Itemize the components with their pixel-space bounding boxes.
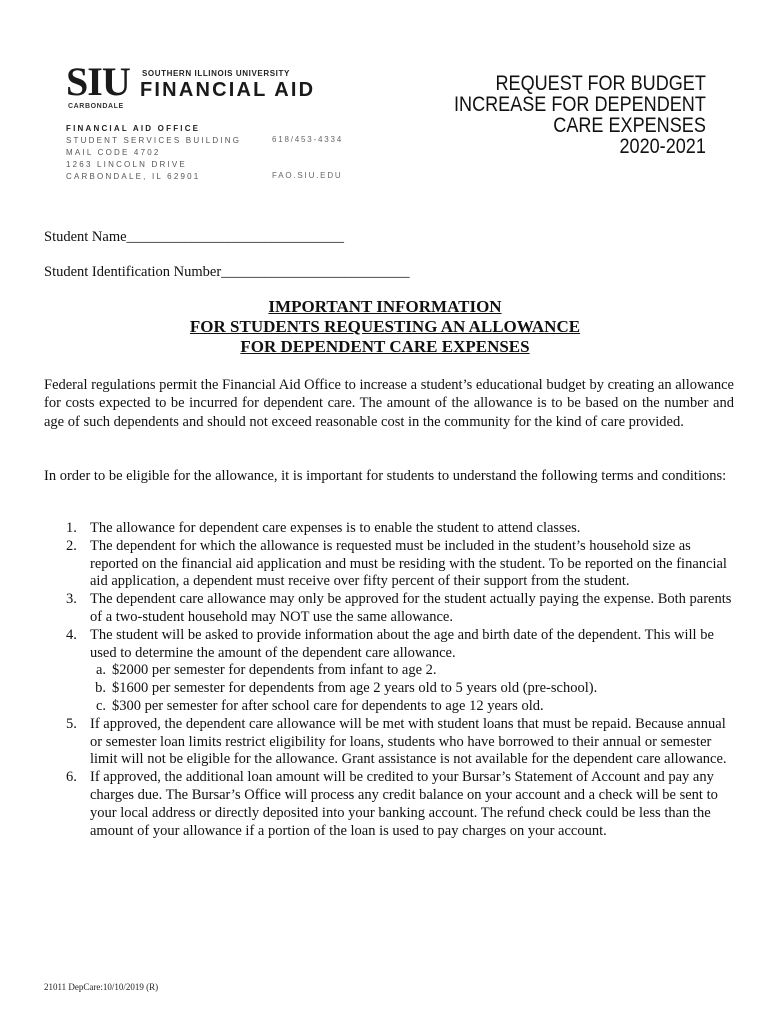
- list-item: [44, 591, 734, 627]
- form-footer-code: 21011 DepCare:10/10/2019 (R): [44, 982, 159, 992]
- list-item-number: 4.: [66, 626, 77, 643]
- allowance-item-text: $1600 per semester for dependents from age 2 years old to 5 years old (pre-school).: [112, 680, 598, 697]
- office-city: CARBONDALE, IL 62901: [66, 172, 201, 181]
- intro-paragraph: Federal regulations permit the Financial Aid Office to increase a student’s educational budget by creating an allowance for costs expected to be incurred for dependent care. The amount of the allowance is to be based on the number and age of such dependents and should not exceed reasonable cost in the community for the kind of care provided.: [44, 377, 734, 430]
- allowance-item: [44, 662, 734, 680]
- office-mail-code: MAIL CODE 4702: [66, 148, 161, 157]
- list-item-text: The dependent for which the allowance is requested must be included in the student’s household size as reported on the financial aid application and must be residing with the student. To be reported on the financial aid application, a dependent must receive over fifty percent of their support from the student.: [90, 537, 727, 590]
- office-street: 1263 LINCOLN DRIVE: [66, 160, 187, 169]
- form-title: [454, 73, 706, 157]
- allowance-item: [44, 680, 734, 698]
- list-item-number: 2.: [66, 537, 77, 554]
- list-item-text: The allowance for dependent care expenses is to enable the student to attend classes.: [90, 520, 581, 536]
- siu-logo-wordmark: SIU: [66, 59, 130, 104]
- allowance-item-letter: c.: [95, 697, 106, 714]
- section-heading: [0, 297, 770, 357]
- list-item: [44, 538, 734, 591]
- section-heading-line-3: FOR DEPENDENT CARE EXPENSES: [240, 337, 530, 356]
- logo-campus-name: CARBONDALE: [68, 103, 124, 110]
- list-item-number: 3.: [66, 591, 77, 608]
- office-name: FINANCIAL AID OFFICE: [66, 124, 201, 133]
- office-building: STUDENT SERVICES BUILDING: [66, 136, 242, 145]
- list-item-text: If approved, the additional loan amount will be credited to your Bursar’s Statement of Account and pay any charges due. The Bursar’s Office will process any credit balance on your account and a check will be sent to your local address or directly deposited into your banking account. The refund check could be less than the amount of your allowance if a portion of the loan is used to pay charges on your account.: [90, 769, 718, 839]
- form-title-year: 2020-2021: [619, 135, 706, 158]
- allowance-item-text: $2000 per semester for dependents from infant to age 2.: [112, 662, 437, 679]
- office-website: FAO.SIU.EDU: [272, 171, 343, 180]
- form-title-line-2: INCREASE FOR DEPENDENT: [454, 93, 706, 116]
- section-heading-line-2: FOR STUDENTS REQUESTING AN ALLOWANCE: [189, 317, 581, 336]
- student-id-field[interactable]: Student Identification Number__________________________: [44, 264, 410, 280]
- conditions-list: [44, 520, 734, 840]
- list-item: [44, 627, 734, 663]
- section-heading-line-1: IMPORTANT INFORMATION: [268, 297, 502, 316]
- allowance-item-letter: b.: [95, 680, 106, 697]
- logo-unit-name: FINANCIAL AID: [140, 79, 316, 101]
- student-name-field[interactable]: Student Name______________________________: [44, 229, 345, 245]
- list-item-number: 6.: [66, 769, 77, 786]
- form-title-line-3: CARE EXPENSES: [553, 114, 706, 137]
- list-item-text: The dependent care allowance may only be approved for the student actually paying the expense. Both parents of a two-student household may NOT use the same allowance.: [90, 591, 732, 625]
- list-item: [44, 520, 734, 538]
- allowance-item-letter: a.: [95, 662, 106, 679]
- list-item-number: 5.: [66, 715, 77, 732]
- allowance-item-text: $300 per semester for after school care for dependents to age 12 years old.: [112, 697, 544, 714]
- form-title-line-1: REQUEST FOR BUDGET: [495, 72, 706, 95]
- allowance-item: [44, 698, 734, 716]
- list-item: [44, 769, 734, 840]
- office-phone: 618/453-4334: [272, 135, 343, 144]
- list-item-number: 1.: [66, 520, 77, 536]
- eligibility-paragraph: In order to be eligible for the allowance, it is important for students to understand the following terms and conditions:: [44, 468, 727, 484]
- list-item-text: The student will be asked to provide information about the age and birth date of the dependent. This will be used to determine the amount of the dependent care allowance.: [90, 626, 714, 661]
- list-item-text: If approved, the dependent care allowance will be met with student loans that must be repaid. Because annual or semester loan limits restrict eligibility for loans, students who have borrowed to their annual or semester limit will not be eligible for the allowance. Grant assistance is not available for the dependent care allowance.: [90, 715, 727, 768]
- list-item: [44, 716, 734, 769]
- logo-university-name: SOUTHERN ILLINOIS UNIVERSITY: [142, 69, 290, 78]
